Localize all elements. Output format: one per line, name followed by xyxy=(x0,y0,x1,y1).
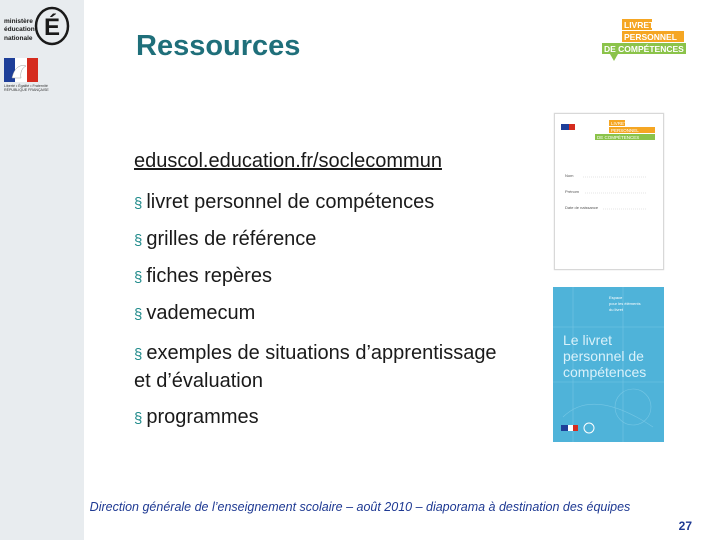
cover-title-line: Le livret xyxy=(563,332,613,348)
list-item xyxy=(134,300,255,328)
list-item-label: fiches repères xyxy=(146,265,272,287)
cover-small-line: Espace xyxy=(609,295,623,300)
cover-small-line: du livret xyxy=(609,307,624,312)
footer-text: Direction générale de l’enseignement scolaire – août 2010 – diaporama à destination des équipes xyxy=(89,500,631,514)
livret-page-thumbnail xyxy=(554,113,664,270)
marianne-flag-icon xyxy=(4,58,38,82)
list-item xyxy=(134,340,497,394)
bullet-icon: § xyxy=(134,410,143,427)
marianne-caption xyxy=(4,84,49,92)
bullet-icon: § xyxy=(134,346,143,363)
list-item-continuation: et d’évaluation xyxy=(134,370,263,392)
livret-page-preview xyxy=(555,114,663,269)
list-item-label: programmes xyxy=(146,406,259,428)
list-item xyxy=(134,404,259,432)
page-number: 27 xyxy=(678,519,692,533)
ministry-line: ministère xyxy=(4,18,33,25)
lpc-logo-line: LIVRET xyxy=(624,20,655,30)
thumb-field-label: Nom xyxy=(565,173,574,178)
bullet-icon: § xyxy=(134,232,143,249)
ministry-name xyxy=(4,18,38,43)
list-item-label: livret personnel de compétences xyxy=(146,191,435,213)
lpc-logo-line: DE COMPÉTENCES xyxy=(604,44,684,54)
livret-competences-logo xyxy=(600,18,688,62)
bullet-icon: § xyxy=(134,306,143,323)
thumb-header-line: DE COMPÉTENCES xyxy=(597,135,640,140)
ministry-line: éducation xyxy=(4,26,35,34)
page-title: Ressources xyxy=(136,30,301,62)
thumb-header-line: PERSONNEL xyxy=(611,128,639,133)
list-item-label: vademecum xyxy=(146,302,256,324)
livret-cover-preview xyxy=(553,287,664,442)
e-letter: É xyxy=(43,14,61,41)
ministry-line: nationale xyxy=(4,34,33,42)
thumb-field-label: Prénom xyxy=(565,189,580,194)
bullet-icon: § xyxy=(134,269,143,286)
ministry-e-logo-icon xyxy=(34,2,70,46)
list-item-label: exemples de situations d’apprentissage xyxy=(146,342,497,364)
list-item xyxy=(134,189,434,217)
cover-small-line: pour les éléments xyxy=(609,301,641,306)
thumb-field-label: Date de naissance xyxy=(565,205,599,210)
list-item xyxy=(134,226,316,254)
sidebar xyxy=(0,0,84,540)
list-item xyxy=(134,263,272,291)
thumb-header-line: LIVRET xyxy=(611,121,627,126)
eduscol-link[interactable]: eduscol.education.fr/soclecommun xyxy=(134,150,442,172)
list-item-label: grilles de référence xyxy=(146,228,317,250)
livret-cover-thumbnail xyxy=(553,287,664,442)
bullet-icon: § xyxy=(134,195,143,212)
cover-title-line: personnel de xyxy=(563,348,644,364)
lpc-logo-line: PERSONNEL xyxy=(624,32,677,42)
cover-title-line: compétences xyxy=(563,364,647,380)
marianne-caption-line: Liberté • Égalité • Fraternité xyxy=(4,84,48,88)
marianne-caption-line: RÉPUBLIQUE FRANÇAISE xyxy=(4,88,49,93)
